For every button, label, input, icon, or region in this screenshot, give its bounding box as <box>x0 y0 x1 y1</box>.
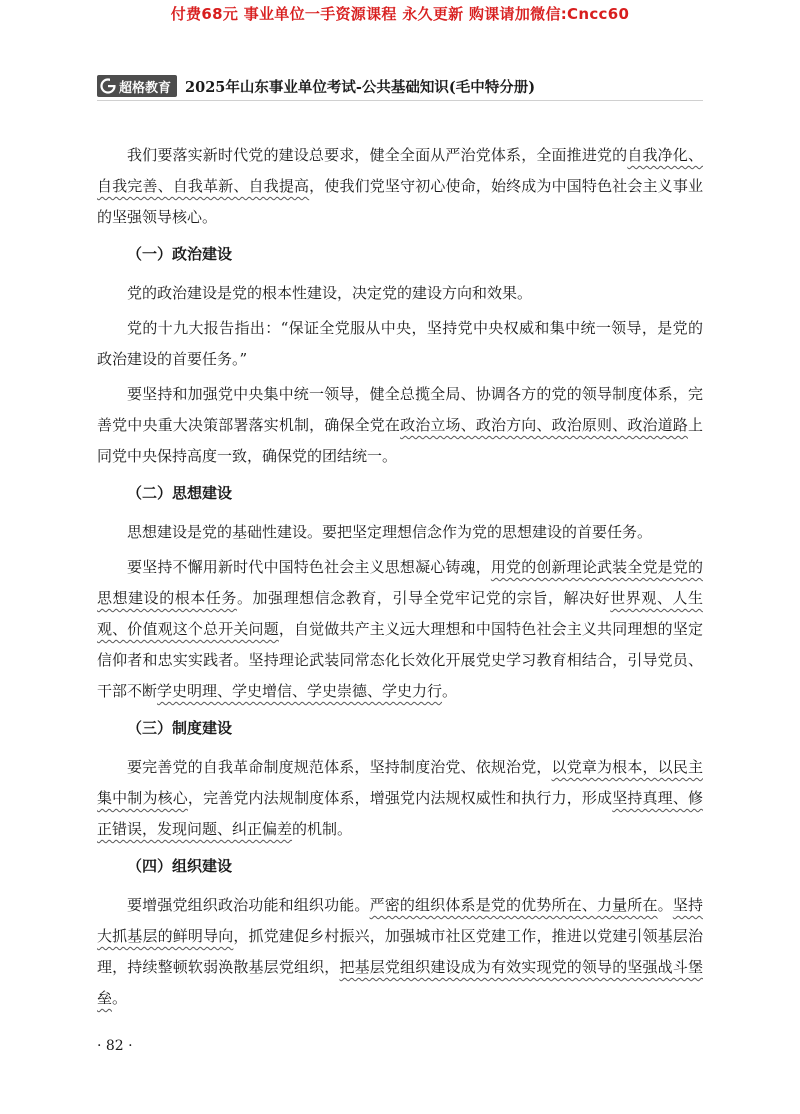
header-divider <box>97 100 703 101</box>
key-point: 坚持真理、修正错误，发现问题、纠正偏差 <box>97 789 703 838</box>
key-point: 以党章为根本，以民主集中制为核心 <box>97 758 703 807</box>
text-span: ，抓党建促乡村振兴，加强城市社区党建工作，推进以党建引领基层治理，持续整顿软弱涣散基层党组织， <box>97 927 703 976</box>
key-point: 用党的创新理论武装全党是党的思想建设的根本任务 <box>97 558 703 607</box>
paragraph <box>97 890 703 1014</box>
text-span: 要增强党组织政治功能和组织功能。 <box>127 896 370 914</box>
text-span: 要完善党的自我革命制度规范体系，坚持制度治党、依规治党， <box>127 758 552 776</box>
paragraph: 党的十九大报告指出：“保证全党服从中央，坚持党中央权威和集中统一领导，是党的政治建设的首要任务。” <box>97 319 703 368</box>
key-point: 严密的组织体系是党的优势所在、力量所在 <box>369 896 658 914</box>
page-number: · 82 · <box>97 1038 133 1054</box>
paragraph <box>97 552 703 707</box>
section-heading-ideological: （二）思想建设 <box>127 484 233 502</box>
paragraph: 思想建设是党的基础性建设。要把坚定理想信念作为党的思想建设的首要任务。 <box>127 523 653 541</box>
text-span: 要坚持和加强党中央集中统一领导，健全总揽全局、协调各方的党的领导制度体系，完善党中央重大决策部署落实机制，确保全党在 <box>97 385 703 434</box>
key-point: 自我净化、自我完善、自我革新、自我提高 <box>97 146 703 195</box>
book-title: 2025年山东事业单位考试-公共基础知识(毛中特分册) <box>185 78 536 96</box>
main-content <box>97 140 703 1018</box>
logo-text: 超格教育 <box>119 80 172 96</box>
section-heading-organizational: （四）组织建设 <box>127 857 233 875</box>
key-point: 政治立场、政治方向、政治原则、政治道路 <box>400 416 688 434</box>
paragraph: 党的政治建设是党的根本性建设，决定党的建设方向和效果。 <box>127 284 533 302</box>
logo-g-icon <box>100 78 116 94</box>
section-heading-institutional: （三）制度建设 <box>127 719 233 737</box>
text-span: ，完善党内法规制度体系，增强党内法规权威性和执行力，形成 <box>187 789 613 807</box>
text-span: 我们要落实新时代党的建设总要求，健全全面从严治党体系，全面推进党的 <box>127 146 628 164</box>
text-span: 上同党中央保持高度一致，确保党的团结统一。 <box>97 416 703 465</box>
watermark-banner: 付费68元 事业单位一手资源课程 永久更新 购课请加微信:Cncc60 <box>170 5 630 23</box>
text-span: 。加强理想信念教育，引导全党牢记党的宗旨，解决好 <box>236 589 611 607</box>
paragraph <box>97 752 703 845</box>
intro-paragraph <box>97 140 703 233</box>
text-span: 的机制。 <box>292 820 353 838</box>
section-heading-political: （一）政治建设 <box>127 245 233 263</box>
text-span: 要坚持不懈用新时代中国特色社会主义思想凝心铸魂， <box>127 558 491 576</box>
key-point: 学史明理、学史增信、学史崇德、学史力行 <box>157 682 443 700</box>
page-header <box>97 74 703 98</box>
brand-logo <box>97 75 177 97</box>
paragraph <box>97 379 703 472</box>
text-span: ，使我们党坚守初心使命，始终成为中国特色社会主义事业的坚强领导核心。 <box>97 177 703 226</box>
key-point: 把基层党组织建设成为有效实现党的领导的坚强战斗堡垒 <box>97 958 703 1007</box>
text-span: 。 <box>442 682 458 700</box>
text-span: ，自觉做共产主义远大理想和中国特色社会主义共同理想的坚定信仰者和忠实实践者。坚持理论武装同常态化长效化开展党史学习教育相结合，引导党员、干部不断 <box>97 620 703 700</box>
text-span: 。 <box>112 989 128 1007</box>
key-point: 坚持大抓基层的鲜明导向 <box>97 896 703 945</box>
text-span: 。 <box>657 896 673 914</box>
key-point: 世界观、人生观、价值观这个总开关问题 <box>97 589 703 638</box>
